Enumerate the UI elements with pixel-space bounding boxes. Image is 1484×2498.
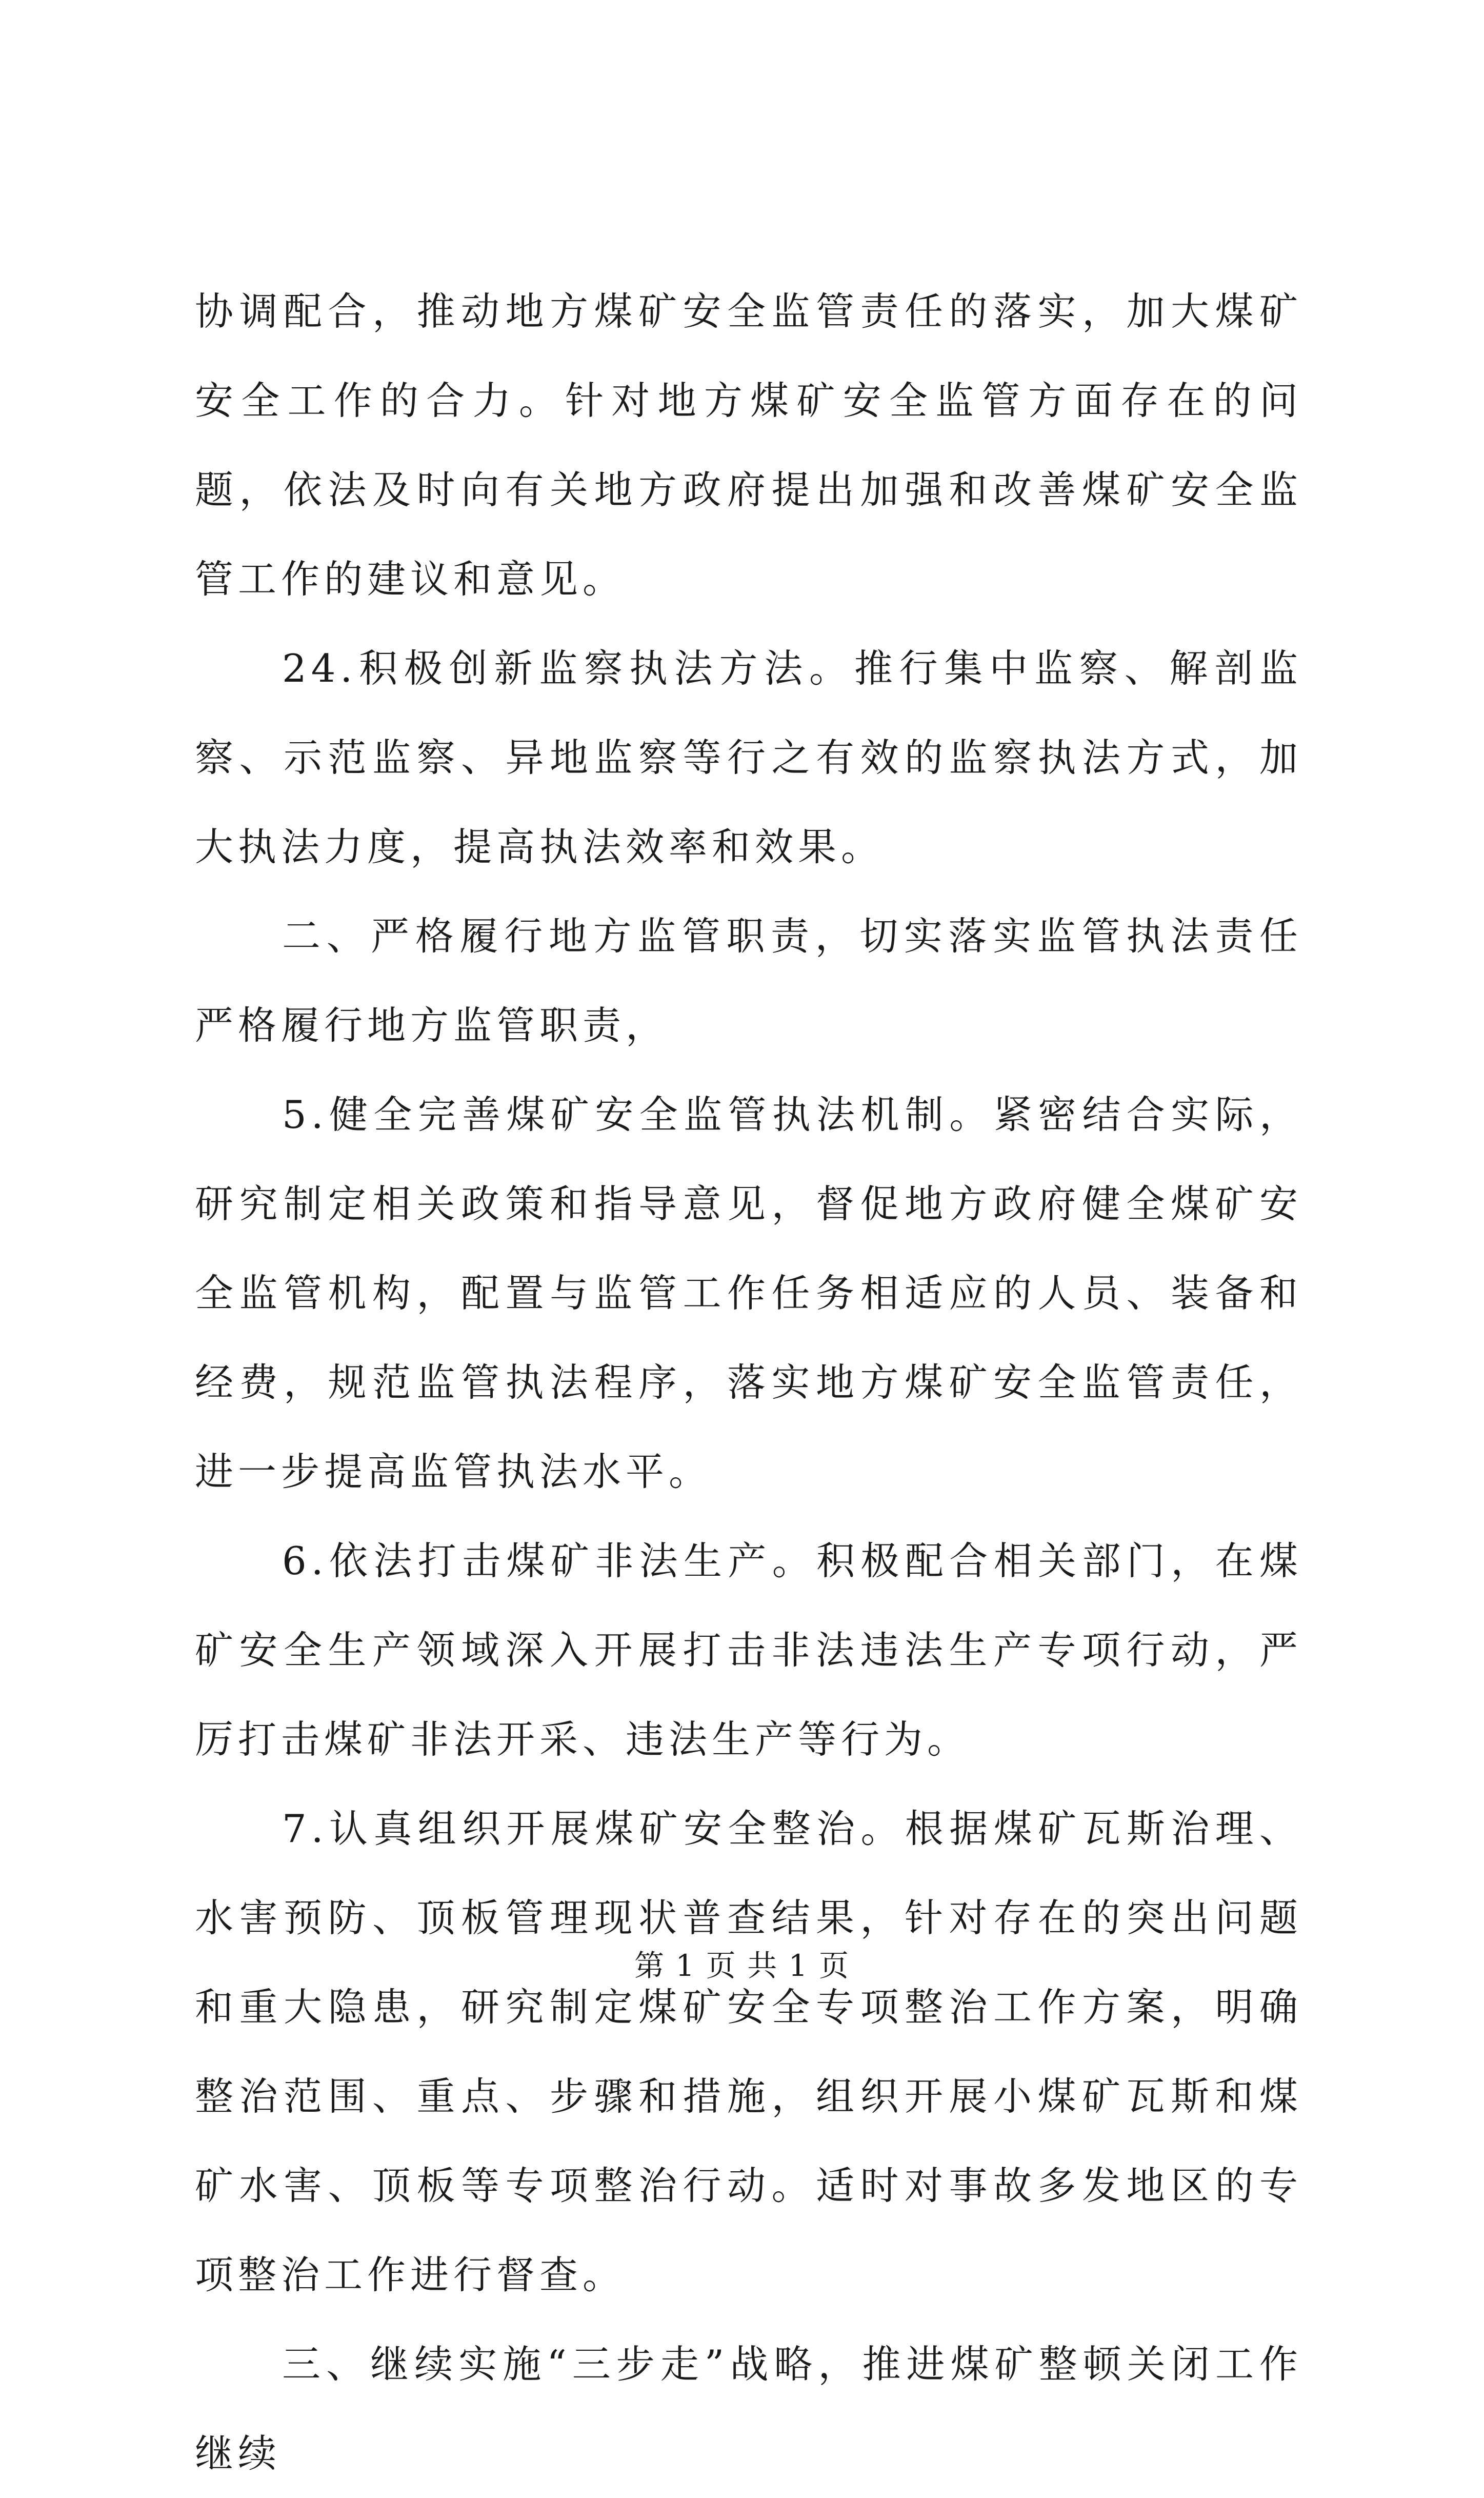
- document-body: [195, 267, 1302, 2498]
- paragraph-3: 二、严格履行地方监管职责，切实落实监管执法责任严格履行地方监管职责，: [195, 914, 1302, 1048]
- paragraph-7: 三、继续实施“三步走”战略，推进煤矿整顿关闭工作继续: [195, 2342, 1302, 2476]
- paragraph-1: 协调配合，推动地方煤矿安全监管责任的落实，加大煤矿安全工作的合力。针对地方煤矿安全监管方面存在的问题，依法及时向有关地方政府提出加强和改善煤矿安全监管工作的建议和意见。: [195, 289, 1302, 602]
- paragraph-4: 5.健全完善煤矿安全监管执法机制。紧密结合实际，研究制定相关政策和指导意见，督促地方政府健全煤矿安全监管机构，配置与监管工作任务相适应的人员、装备和经费，规范监管执法程序，落实地方煤矿安全监管责任，进一步提高监管执法水平。: [195, 1092, 1302, 1494]
- paragraph-6: 7.认真组织开展煤矿安全整治。根据煤矿瓦斯治理、水害预防、顶板管理现状普查结果，针对存在的突出问题和重大隐患，研究制定煤矿安全专项整治工作方案，明确整治范围、重点、步骤和措施，组织开展小煤矿瓦斯和煤矿水害、顶板等专项整治行动。适时对事故多发地区的专项整治工作进行督查。: [195, 1806, 1302, 2297]
- page-footer: 第 1 页 共 1 页: [634, 1948, 850, 1983]
- paragraph-5: 6.依法打击煤矿非法生产。积极配合相关部门，在煤矿安全生产领域深入开展打击非法违法生产专项行动，严厉打击煤矿非法开采、违法生产等行为。: [195, 1538, 1302, 1762]
- paragraph-2: 24.积极创新监察执法方法。推行集中监察、解剖监察、示范监察、异地监察等行之有效的监察执法方式，加大执法力度，提高执法效率和效果。: [195, 646, 1302, 869]
